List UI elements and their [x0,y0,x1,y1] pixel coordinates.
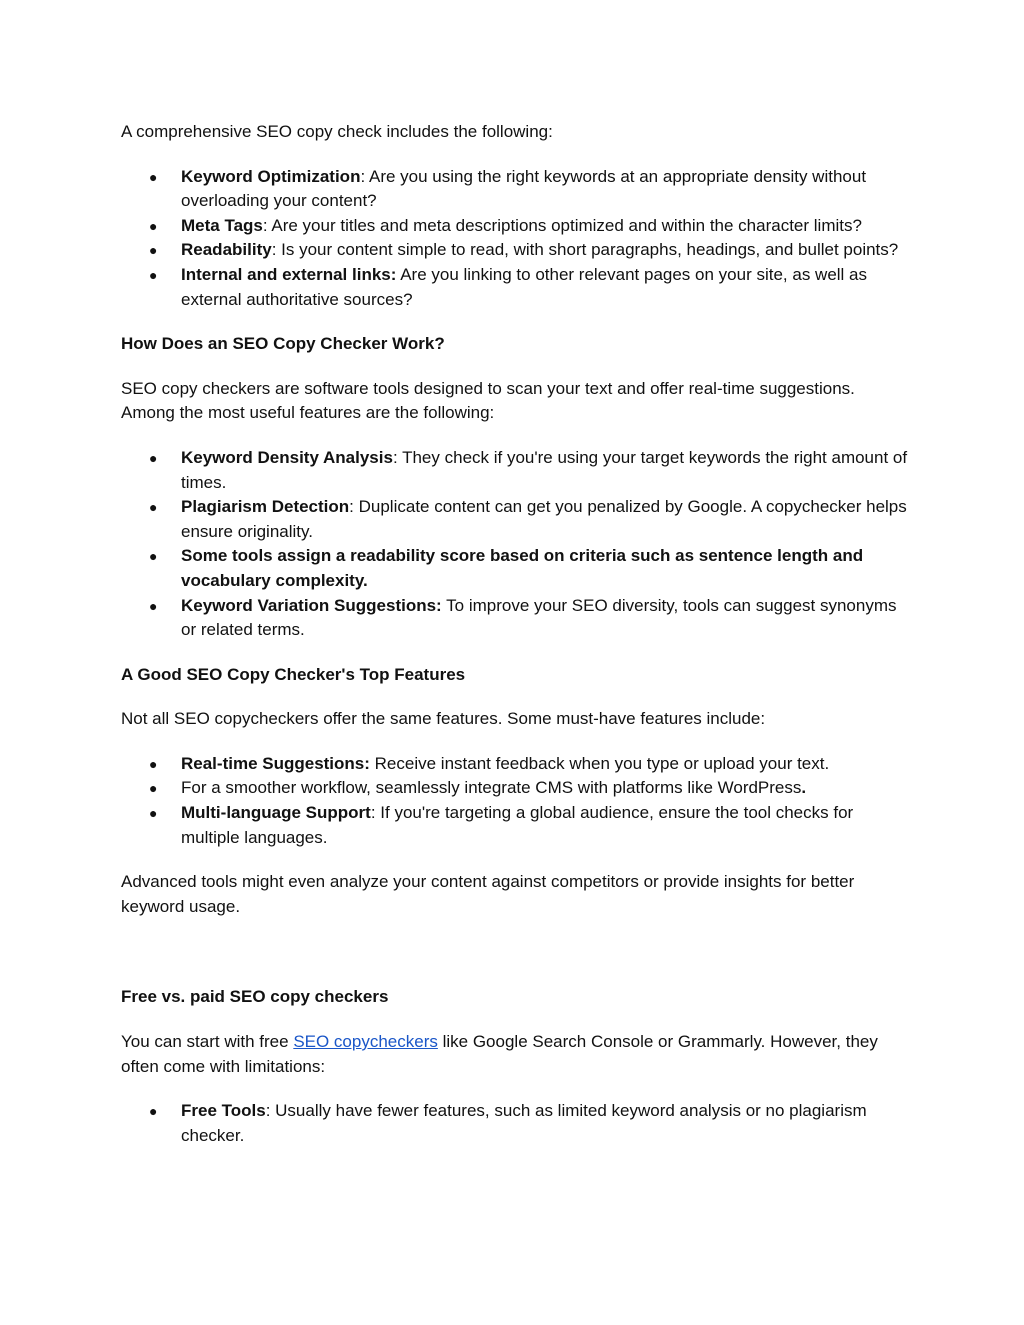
seo-check-list [121,165,911,313]
bullet-icon: ● [149,266,158,283]
bullet-icon: ● [149,548,158,565]
list-item [121,1099,911,1148]
bullet-icon: ● [149,499,158,516]
item-term: Meta Tags [181,215,263,235]
item-text: : They check if you're using your target keywords the right amount of times. [181,447,908,492]
item-term: Plagiarism Detection [181,497,350,517]
bullet-icon: ● [149,217,158,234]
free-vs-paid-list [121,1099,911,1148]
list-item [121,446,911,495]
item-term: Free Tools [181,1101,266,1121]
section-heading: A Good SEO Copy Checker's Top Features [121,664,466,684]
list-item [121,238,911,263]
blank-spacer [121,939,911,985]
body-paragraph [121,1030,911,1079]
item-text: For a smoother workflow, seamlessly integrate CMS with platforms like WordPress [181,778,802,798]
item-text: : Are you using the right keywords at an appropriate density without overloading your content? [181,166,867,211]
list-item [121,544,911,593]
item-term: Some tools assign a readability score based on criteria such as sentence length and vocabulary complexity. [181,546,864,590]
bullet-icon: ● [149,597,158,614]
bullet-icon: ● [149,1103,158,1120]
body-paragraph: SEO copy checkers are software tools designed to scan your text and offer real-time suggestions. Among the most useful features are the following: [121,378,855,423]
list-item [121,752,911,777]
body-paragraph: Not all SEO copycheckers offer the same features. Some must-have features include: [121,709,766,729]
item-text: Receive instant feedback when you type or upload your text. [369,753,830,773]
item-term: Keyword Density Analysis [181,447,393,467]
seo-copycheckers-link[interactable]: SEO copycheckers [293,1032,438,1052]
item-text: To improve your SEO diversity, tools can suggest synonyms or related terms. [181,595,897,640]
item-text: : Are your titles and meta descriptions optimized and within the character limits? [262,215,862,235]
document-page [121,120,911,1168]
item-term: Real-time Suggestions: [181,753,370,773]
list-item [121,801,911,850]
top-features-list [121,752,911,850]
intro-paragraph: A comprehensive SEO copy check includes the following: [121,122,553,141]
list-item [121,594,911,643]
bullet-icon: ● [149,755,158,772]
item-text: : Is your content simple to read, with short paragraphs, headings, and bullet points? [271,240,899,260]
item-term: Multi-language Support [181,803,371,823]
section-heading: Free vs. paid SEO copy checkers [121,987,389,1007]
bullet-icon: ● [149,449,158,466]
paragraph-text: You can start with free [121,1032,294,1052]
checker-features-list [121,446,911,643]
item-period: . [801,778,807,798]
list-item [121,263,911,312]
section-heading: How Does an SEO Copy Checker Work? [121,334,445,354]
item-term: Keyword Optimization [181,166,361,186]
body-paragraph: Advanced tools might even analyze your content against competitors or provide insights for better keyword usage. [121,872,855,916]
list-item [121,165,911,214]
bullet-icon: ● [149,168,158,185]
item-term: Internal and external links: [181,264,397,284]
bullet-icon: ● [149,805,158,822]
list-item [121,776,911,801]
bullet-icon: ● [149,242,158,259]
item-term: Keyword Variation Suggestions: [181,595,442,615]
paragraph-text: like Google Search Console or Grammarly. However, they often come with limitations: [121,1032,878,1076]
item-text: : Duplicate content can get you penalized by Google. A copychecker helps ensure originality. [181,497,907,541]
item-text: Are you linking to other relevant pages on your site, as well as external authoritative sources? [181,264,868,309]
item-term: Readability [181,240,272,260]
list-item [121,495,911,544]
item-text: : If you're targeting a global audience, ensure the tool checks for multiple languages. [181,803,854,847]
list-item [121,214,911,239]
bullet-icon: ● [149,780,158,797]
item-text: : Usually have fewer features, such as limited keyword analysis or no plagiarism checker. [181,1101,867,1145]
